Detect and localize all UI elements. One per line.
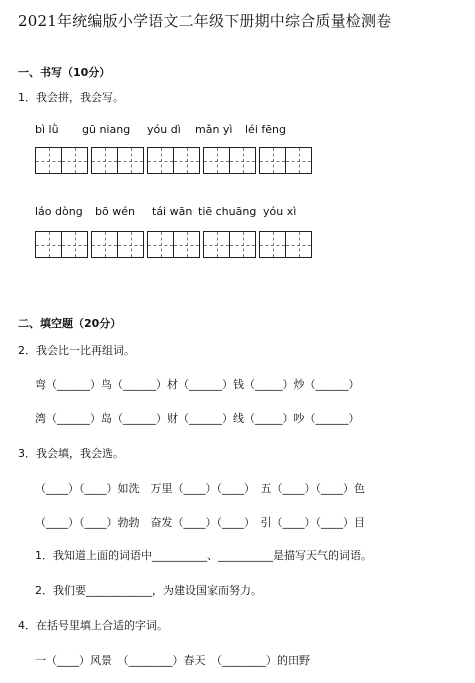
question-1: 1．我会拼，我会写。 (18, 91, 124, 104)
word-box[interactable] (203, 231, 256, 258)
pinyin-1-3: yóu dì (147, 123, 181, 136)
writing-grid-row-1 (35, 147, 312, 174)
section-heading-fill: 二、填空题（20分） (18, 317, 122, 330)
writing-grid-row-2 (35, 231, 312, 258)
question-3: 3．我会填，我会选。 (18, 447, 124, 460)
word-box[interactable] (91, 147, 144, 174)
idiom-row-2: （____）（____）勃勃 奋发（____）（____） 引（____）（____）目 (35, 516, 365, 529)
word-box[interactable] (147, 231, 200, 258)
question-4: 4．在括号里填上合适的字词。 (18, 619, 168, 632)
pinyin-1-4: mǎn yì (195, 123, 233, 136)
idiom-row-1: （____）（____）如洗 万里（____）（____） 五（____）（____）色 (35, 482, 365, 495)
question-2: 2．我会比一比再组词。 (18, 344, 135, 357)
compare-row-2: 湾（______）岛（______）财（______）线（_____）吵（______） (35, 412, 360, 425)
page-title: 2021年统编版小学语文二年级下册期中综合质量检测卷 (18, 12, 392, 30)
word-box[interactable] (259, 147, 312, 174)
pinyin-2-5: yóu xì (263, 205, 297, 218)
word-box[interactable] (91, 231, 144, 258)
word-box[interactable] (203, 147, 256, 174)
subquestion-2: 2．我们要____________，为建设国家而努力。 (35, 584, 262, 597)
pinyin-2-2: bō wén (95, 205, 135, 218)
pinyin-1-1: bì lǜ (35, 123, 59, 136)
compare-row-1: 弯（______）鸟（______）材（______）钱（_____）炒（______） (35, 378, 360, 391)
fill-words-row: 一（____）风景 （________）春天 （________）的田野 (35, 654, 310, 667)
word-box[interactable] (259, 231, 312, 258)
word-box[interactable] (147, 147, 200, 174)
word-box[interactable] (35, 147, 88, 174)
pinyin-1-2: gū niang (82, 123, 131, 136)
subquestion-1: 1．我知道上面的词语中__________、__________是描写天气的词语。 (35, 549, 372, 562)
word-box[interactable] (35, 231, 88, 258)
pinyin-2-1: láo dòng (35, 205, 83, 218)
pinyin-1-5: léi fēng (245, 123, 286, 136)
section-heading-writing: 一、书写（10分） (18, 66, 111, 79)
pinyin-2-4: tiē chuāng (198, 205, 257, 218)
pinyin-2-3: tái wān (152, 205, 193, 218)
